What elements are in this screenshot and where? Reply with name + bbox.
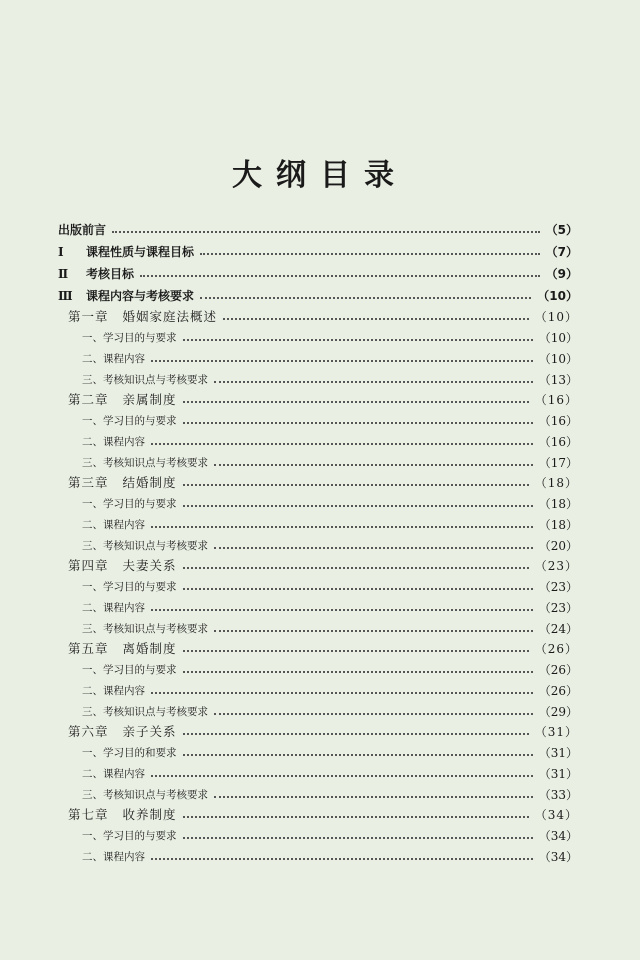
dot-leader: [183, 836, 533, 839]
toc-entry-section[interactable]: [82, 763, 578, 783]
dot-leader: [200, 252, 540, 255]
dot-leader: [151, 442, 533, 445]
toc-page-number: （10）: [538, 330, 578, 345]
toc-page-number: （34）: [538, 849, 578, 864]
toc-entry-section[interactable]: [82, 597, 578, 617]
toc-entry-section[interactable]: [82, 431, 578, 451]
toc-entry-section[interactable]: [82, 348, 578, 368]
dot-leader: [214, 795, 533, 798]
toc-entry-chapter-2[interactable]: [68, 389, 578, 409]
toc-page-number: （31）: [534, 724, 578, 739]
dot-leader: [112, 230, 540, 233]
toc-entry-label: 一、学习目的与要求: [82, 414, 177, 427]
dot-leader: [214, 546, 533, 549]
toc-entry-label: 第三章 结婚制度: [68, 475, 177, 490]
toc-entry-section[interactable]: [82, 659, 578, 679]
dot-leader: [183, 732, 529, 735]
toc-page-number: （23）: [534, 558, 578, 573]
toc-entry-part-1[interactable]: [58, 241, 578, 261]
dot-leader: [214, 380, 533, 383]
toc-entry-label: 二、课程内容: [82, 352, 145, 365]
toc-page-number: （5）: [545, 222, 578, 237]
toc-entry-section[interactable]: [82, 327, 578, 347]
toc-page-number: （9）: [545, 266, 578, 281]
toc-page-number: （23）: [538, 600, 578, 615]
toc-entry-chapter-7[interactable]: [68, 804, 578, 824]
toc-entry-label: 三、考核知识点与考核要求: [82, 456, 208, 469]
toc-entry-label: 三、考核知识点与考核要求: [82, 788, 208, 801]
toc-entry-label: 三、考核知识点与考核要求: [82, 539, 208, 552]
toc-entry-section[interactable]: [82, 535, 578, 555]
toc-entry-label: 二、课程内容: [82, 850, 145, 863]
dot-leader: [214, 629, 533, 632]
toc-entry-chapter-3[interactable]: [68, 472, 578, 492]
toc-page-number: （26）: [538, 662, 578, 677]
toc-entry-label: 一、学习目的和要求: [82, 746, 177, 759]
toc-entry-label: 出版前言: [58, 222, 107, 237]
dot-leader: [183, 753, 533, 756]
toc-entry-preface[interactable]: [58, 219, 578, 239]
dot-leader: [151, 525, 533, 528]
toc-entry-label: Ⅱ 考核目标: [58, 266, 135, 281]
dot-leader: [183, 587, 533, 590]
toc-page-number: （29）: [538, 704, 578, 719]
dot-leader: [183, 483, 529, 486]
toc-page-number: （17）: [538, 455, 578, 470]
dot-leader: [183, 400, 529, 403]
toc-entry-label: 二、课程内容: [82, 767, 145, 780]
toc-entry-section[interactable]: [82, 618, 578, 638]
toc-page-number: （16）: [534, 392, 578, 407]
dot-leader: [151, 857, 533, 860]
toc-page-number: （13）: [538, 372, 578, 387]
dot-leader: [183, 649, 529, 652]
dot-leader: [140, 274, 540, 277]
toc-entry-part-3[interactable]: [58, 285, 578, 305]
dot-leader: [223, 317, 529, 320]
dot-leader: [151, 691, 533, 694]
toc-entry-label: Ⅲ 课程内容与考核要求: [58, 288, 195, 303]
dot-leader: [200, 296, 531, 299]
toc-entry-section[interactable]: [82, 410, 578, 430]
toc-entry-label: 二、课程内容: [82, 518, 145, 531]
toc-entry-label: 一、学习目的与要求: [82, 331, 177, 344]
toc-page-number: （18）: [538, 496, 578, 511]
toc-entry-label: 三、考核知识点与考核要求: [82, 373, 208, 386]
toc-page-number: （34）: [534, 807, 578, 822]
toc-page-number: （31）: [538, 745, 578, 760]
toc-entry-part-2[interactable]: [58, 263, 578, 283]
toc-entry-label: 一、学习目的与要求: [82, 663, 177, 676]
toc-entry-label: 三、考核知识点与考核要求: [82, 622, 208, 635]
toc-entry-label: 一、学习目的与要求: [82, 580, 177, 593]
toc-page-number: （7）: [545, 244, 578, 259]
dot-leader: [183, 566, 529, 569]
toc-entry-label: 二、课程内容: [82, 684, 145, 697]
toc-entry-label: 二、课程内容: [82, 601, 145, 614]
toc-entry-section[interactable]: [82, 742, 578, 762]
toc-entry-label: 第二章 亲属制度: [68, 392, 177, 407]
toc-page-number: （10）: [534, 309, 578, 324]
toc-entry-label: 第四章 夫妻关系: [68, 558, 177, 573]
toc-page-number: （18）: [534, 475, 578, 490]
toc-entry-section[interactable]: [82, 825, 578, 845]
toc-entry-section[interactable]: [82, 369, 578, 389]
toc-page-number: （20）: [538, 538, 578, 553]
toc-entry-label: 第五章 离婚制度: [68, 641, 177, 656]
toc-entry-chapter-5[interactable]: [68, 638, 578, 658]
toc-entry-label: 第七章 收养制度: [68, 807, 177, 822]
dot-leader: [183, 670, 533, 673]
dot-leader: [183, 421, 533, 424]
toc-page-number: （10）: [537, 288, 578, 303]
toc-entry-chapter-1[interactable]: [68, 306, 578, 326]
toc-entry-section[interactable]: [82, 452, 578, 472]
toc-page-number: （18）: [538, 517, 578, 532]
toc-entry-chapter-4[interactable]: [68, 555, 578, 575]
toc-page-number: （16）: [538, 413, 578, 428]
toc-entry-label: 第一章 婚姻家庭法概述: [68, 309, 218, 324]
toc-entry-section[interactable]: [82, 701, 578, 721]
dot-leader: [151, 608, 533, 611]
toc-entry-label: 三、考核知识点与考核要求: [82, 705, 208, 718]
dot-leader: [183, 815, 529, 818]
toc-page-number: （33）: [538, 787, 578, 802]
toc-page-number: （31）: [538, 766, 578, 781]
toc-page-number: （26）: [538, 683, 578, 698]
toc-entry-label: 一、学习目的与要求: [82, 829, 177, 842]
toc-entry-section[interactable]: [82, 784, 578, 804]
toc-entry-label: Ⅰ 课程性质与课程目标: [58, 244, 195, 259]
dot-leader: [214, 712, 533, 715]
toc-page-number: （23）: [538, 579, 578, 594]
toc-page-number: （24）: [538, 621, 578, 636]
dot-leader: [151, 774, 533, 777]
toc-entry-label: 二、课程内容: [82, 435, 145, 448]
toc-entry-chapter-6[interactable]: [68, 721, 578, 741]
toc-entry-label: 第六章 亲子关系: [68, 724, 177, 739]
toc-entry-section[interactable]: [82, 576, 578, 596]
dot-leader: [214, 463, 533, 466]
dot-leader: [183, 338, 533, 341]
dot-leader: [183, 504, 533, 507]
toc-page-number: （34）: [538, 828, 578, 843]
toc-entry-section[interactable]: [82, 493, 578, 513]
toc-page-number: （10）: [538, 351, 578, 366]
toc-entry-section[interactable]: [82, 846, 578, 866]
toc-page-number: （16）: [538, 434, 578, 449]
page-title: 大纲目录: [232, 158, 408, 193]
toc-entry-section[interactable]: [82, 680, 578, 700]
toc-entry-label: 一、学习目的与要求: [82, 497, 177, 510]
dot-leader: [151, 359, 533, 362]
toc-page-number: （26）: [534, 641, 578, 656]
toc-entry-section[interactable]: [82, 514, 578, 534]
